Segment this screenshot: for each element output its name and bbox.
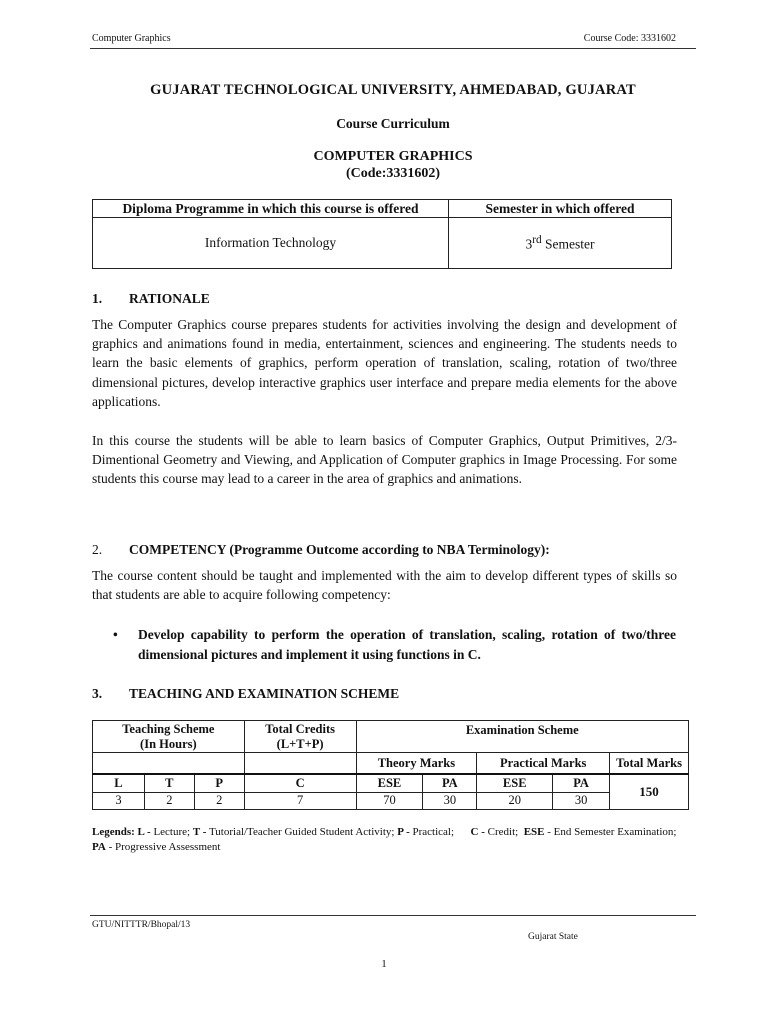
competency-heading <box>92 542 550 558</box>
total-credits-line2: (L+T+P) <box>276 736 324 751</box>
legend-value-c: Credit; <box>484 826 524 838</box>
legend-key-c: C - <box>470 826 485 838</box>
running-head-title: Computer Graphics <box>92 33 171 44</box>
section-title: COMPETENCY (Programme Outcome according to NBA Terminology): <box>129 542 550 557</box>
col-theory-pa: PA <box>423 774 477 792</box>
rationale-paragraph-2: In this course the students will be able to learn basics of Computer Graphics, Output Primitives, 2/3-Dimentional Geometry and Viewing, and Application of Computer graphics in Image Processing. For some students this course may lead to a career in the area of graphics and animations. <box>92 433 677 487</box>
competency-bullet-text: Develop capability to perform the operation of translation, scaling, rotation of two/three dimensional pictures and implement it using functions in C. <box>138 627 676 662</box>
legend-value-pa: - Progressive Assessment <box>105 841 221 853</box>
total-credits-line1: Total Credits <box>265 721 336 736</box>
legend-key-t: T - <box>192 826 207 838</box>
semester-column-header: Semester in which offered <box>449 200 672 218</box>
semester-ordinal: rd <box>532 233 542 246</box>
col-practical-ese: ESE <box>477 774 553 792</box>
semester-word: Semester <box>545 236 595 252</box>
theory-marks-header: Theory Marks <box>356 753 477 775</box>
section-number: 1. <box>92 291 103 306</box>
col-c: C <box>244 774 356 792</box>
total-marks-value: 150 <box>610 774 689 809</box>
legend-key-l: L - <box>137 826 151 838</box>
col-l: L <box>93 774 145 792</box>
curriculum-title: Course Curriculum <box>336 116 450 131</box>
teaching-scheme-header <box>93 721 245 753</box>
col-practical-pa: PA <box>553 774 610 792</box>
section-title: RATIONALE <box>129 291 210 306</box>
value-theory-ese: 70 <box>356 792 423 809</box>
rationale-paragraph-1: The Computer Graphics course prepares students for activities involving the design and development of graphics and animations found in media, entertainment, sciences and engineering. The students needs to learn the basic elements of graphics, perform operation of translation, scaling, rotation of two/three dimensional pictures, develop interactive graphics user interface and prepare media elements for the above applications. <box>92 317 677 409</box>
semester-cell <box>449 218 672 269</box>
programme-table <box>92 199 672 269</box>
programme-name: Information Technology <box>93 218 449 269</box>
page-number: 1 <box>381 958 387 970</box>
competency-bullet <box>113 625 676 665</box>
legend-label: Legends: <box>92 826 135 838</box>
footer-divider <box>90 915 696 916</box>
course-title: COMPUTER GRAPHICS <box>313 149 473 164</box>
section-number: 3. <box>92 686 103 701</box>
rationale-heading <box>92 291 210 307</box>
practical-marks-header: Practical Marks <box>477 753 610 775</box>
section-number: 2. <box>92 542 103 557</box>
section-title: TEACHING AND EXAMINATION SCHEME <box>129 686 400 701</box>
col-p: P <box>194 774 244 792</box>
university-title: GUJARAT TECHNOLOGICAL UNIVERSITY, AHMEDABAD, GUJARAT <box>150 82 636 98</box>
header-divider <box>90 48 696 49</box>
legend-key-ese: ESE <box>523 826 545 838</box>
examination-scheme-header: Examination Scheme <box>356 721 688 753</box>
course-code: (Code:3331602) <box>345 166 441 181</box>
footer-right: Gujarat State <box>528 932 578 942</box>
value-practical-pa: 30 <box>553 792 610 809</box>
value-p: 2 <box>194 792 244 809</box>
value-practical-ese: 20 <box>477 792 553 809</box>
value-t: 2 <box>144 792 194 809</box>
value-l: 3 <box>93 792 145 809</box>
legend-value-l: Lecture; <box>150 826 193 838</box>
teaching-scheme-line1: Teaching Scheme <box>122 721 215 736</box>
teaching-exam-scheme-table <box>92 720 689 810</box>
footer-left: GTU/NITTTR/Bhopal/13 <box>92 920 191 930</box>
bullet-icon: • <box>113 627 118 642</box>
legend-value-ese: - End Semester Examination; <box>544 826 677 838</box>
scheme-heading <box>92 686 399 702</box>
total-marks-header: Total Marks <box>610 753 689 775</box>
col-theory-ese: ESE <box>356 774 423 792</box>
legend-key-pa: PA <box>92 841 106 853</box>
competency-paragraph: The course content should be taught and implemented with the aim to develop different types of skills so that students are able to acquire following competency: <box>92 568 677 603</box>
legend-key-p: P - <box>397 826 410 838</box>
value-theory-pa: 30 <box>423 792 477 809</box>
legend-value-p: Practical; <box>409 826 471 838</box>
legend <box>92 825 682 855</box>
programme-column-header: Diploma Programme in which this course is offered <box>93 200 449 218</box>
col-t: T <box>144 774 194 792</box>
teaching-scheme-line2: (In Hours) <box>140 736 197 751</box>
value-c: 7 <box>244 792 356 809</box>
semester-number: 3 <box>525 236 533 252</box>
running-head-course-code: Course Code: 3331602 <box>583 33 676 44</box>
legend-value-t: Tutorial/Teacher Guided Student Activity; <box>206 826 398 838</box>
total-credits-header <box>244 721 356 753</box>
